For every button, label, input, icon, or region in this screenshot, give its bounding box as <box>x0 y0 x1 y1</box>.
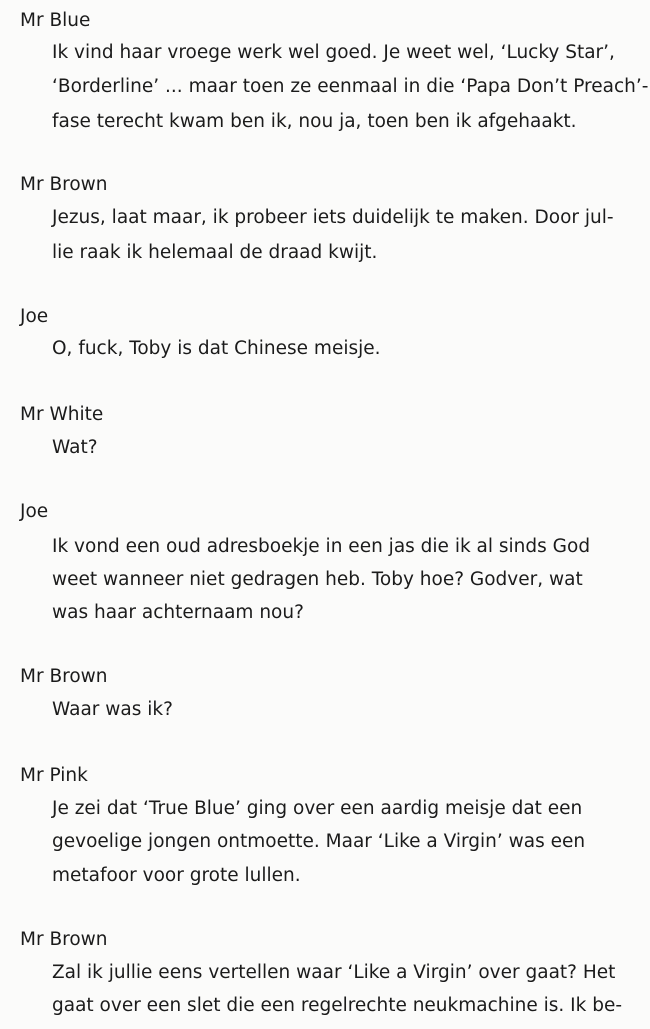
dialogue-line: Jezus, laat maar, ik probeer iets duidelijk te maken. Door jul- <box>52 207 614 228</box>
speaker-name: Mr Brown <box>20 174 108 195</box>
speaker-name: Mr Blue <box>20 10 91 31</box>
speaker-name: Mr Pink <box>20 765 88 786</box>
dialogue-line: Waar was ik? <box>52 699 173 720</box>
dialogue-line: Ik vind haar vroege werk wel goed. Je weet wel, ‘Lucky Star’, <box>52 42 615 63</box>
dialogue-line: was haar achternaam nou? <box>52 602 304 623</box>
speaker-name: Mr Brown <box>20 666 108 687</box>
dialogue-line: Wat? <box>52 437 98 458</box>
speaker-name: Joe <box>20 306 49 327</box>
dialogue-line: O, fuck, Toby is dat Chinese meisje. <box>52 338 381 359</box>
dialogue-line: Je zei dat ‘True Blue’ ging over een aardig meisje dat een <box>52 798 583 819</box>
dialogue-line: fase terecht kwam ben ik, nou ja, toen ben ik afgehaakt. <box>52 111 577 132</box>
dialogue-line: ‘Borderline’ ... maar toen ze eenmaal in die ‘Papa Don’t Preach’- <box>52 76 649 97</box>
speaker-name: Joe <box>20 501 49 522</box>
dialogue-line: gaat over een slet die een regelrechte neukmachine is. Ik be- <box>52 995 623 1016</box>
dialogue-line: Ik vond een oud adresboekje in een jas die ik al sinds God <box>52 536 591 557</box>
dialogue-line: weet wanneer niet gedragen heb. Toby hoe? Godver, wat <box>52 569 583 590</box>
dialogue-line: Zal ik jullie eens vertellen waar ‘Like a Virgin’ over gaat? Het <box>52 962 616 983</box>
speaker-name: Mr Brown <box>20 929 108 950</box>
dialogue-line: lie raak ik helemaal de draad kwijt. <box>52 242 378 263</box>
dialogue-line: metafoor voor grote lullen. <box>52 865 301 886</box>
speaker-name: Mr White <box>20 404 104 425</box>
dialogue-line: gevoelige jongen ontmoette. Maar ‘Like a Virgin’ was een <box>52 831 586 852</box>
